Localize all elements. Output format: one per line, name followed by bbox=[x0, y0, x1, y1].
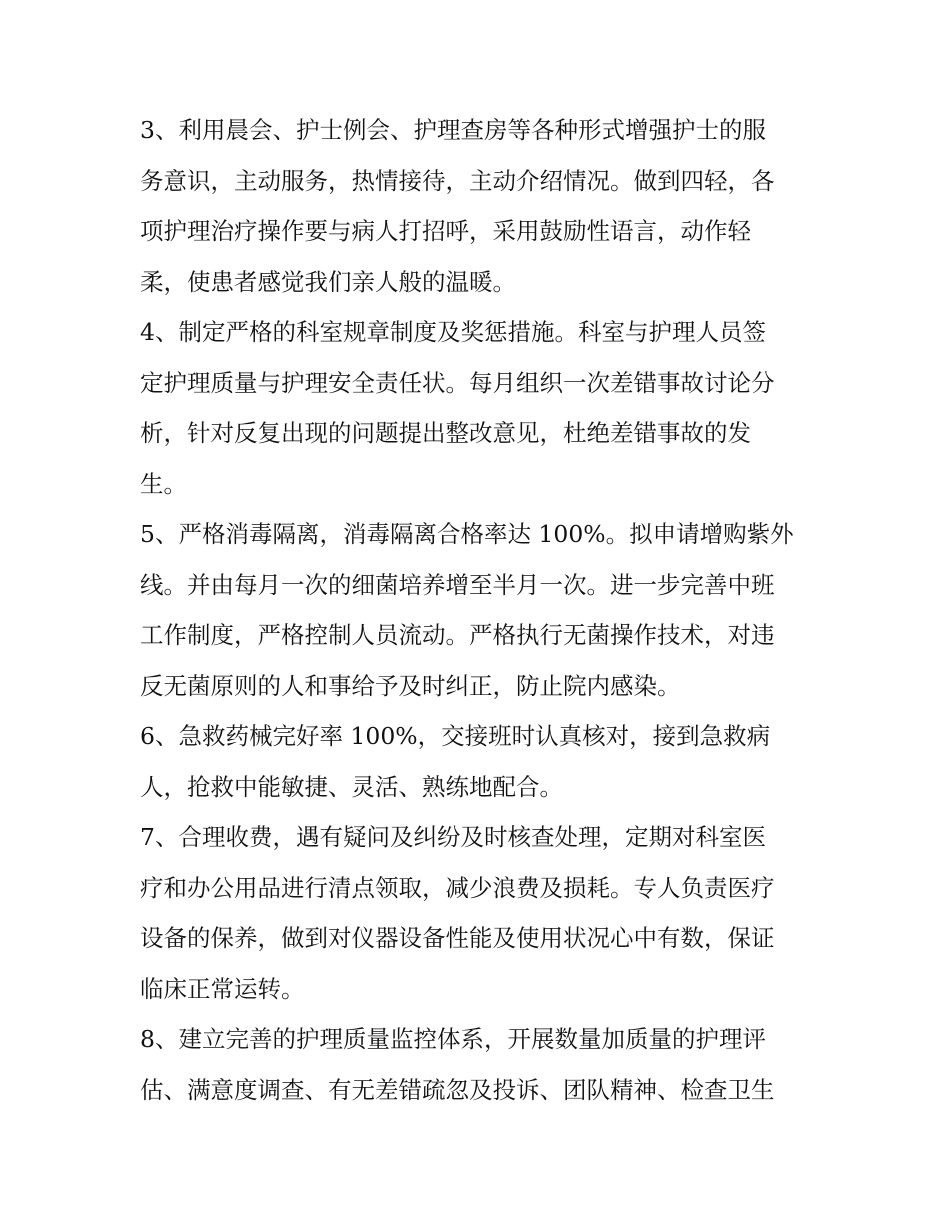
text-line: 7、合理收费，遇有疑问及纠纷及时核查处理，定期对科室医 bbox=[140, 823, 766, 851]
text-line: 定护理质量与护理安全责任状。每月组织一次差错事故讨论分 bbox=[140, 368, 775, 397]
text-line: 估、满意度调查、有无差错疏忽及投诉、团队精神、检查卫生 bbox=[140, 1075, 775, 1104]
text-line: 项护理治疗操作要与病人打招呼，采用鼓励性语言，动作轻 bbox=[140, 217, 751, 245]
text-line: 8、建立完善的护理质量监控体系，开展数量加质量的护理评 bbox=[140, 1025, 766, 1053]
text-line: 临床正常运转。 bbox=[140, 974, 305, 1003]
text-line: 线。并由每月一次的细菌培养增至半月一次。进一步完善中班 bbox=[140, 570, 775, 599]
text-line: 务意识，主动服务，热情接待，主动介绍情况。做到四轻，各 bbox=[140, 166, 775, 195]
text-line: 疗和办公用品进行清点领取，减少浪费及损耗。专人负责医疗 bbox=[140, 873, 775, 902]
text-line: 析，针对反复出现的问题提出整改意见，杜绝差错事故的发 bbox=[140, 419, 751, 447]
text-line: 6、急救药械完好率 100%，交接班时认真核对，接到急救病 bbox=[140, 722, 771, 750]
text-line: 柔，使患者感觉我们亲人般的温暖。 bbox=[140, 267, 516, 296]
text-line: 3、利用晨会、护士例会、护理查房等各种形式增强护士的服 bbox=[140, 116, 766, 144]
text-line: 设备的保养，做到对仪器设备性能及使用状况心中有数，保证 bbox=[140, 924, 775, 952]
text-line: 工作制度，严格控制人员流动。严格执行无菌操作技术，对违 bbox=[140, 621, 775, 649]
text-line: 生。 bbox=[140, 469, 187, 498]
document-body bbox=[140, 105, 815, 1115]
text-line: 5、严格消毒隔离，消毒隔离合格率达 100%。拟申请增购紫外 bbox=[140, 520, 794, 548]
text-line: 人，抢救中能敏捷、灵活、熟练地配合。 bbox=[140, 772, 563, 801]
text-line: 4、制定严格的科室规章制度及奖惩措施。科室与护理人员签 bbox=[140, 318, 766, 346]
text-line: 反无菌原则的人和事给予及时纠正，防止院内感染。 bbox=[140, 671, 681, 700]
